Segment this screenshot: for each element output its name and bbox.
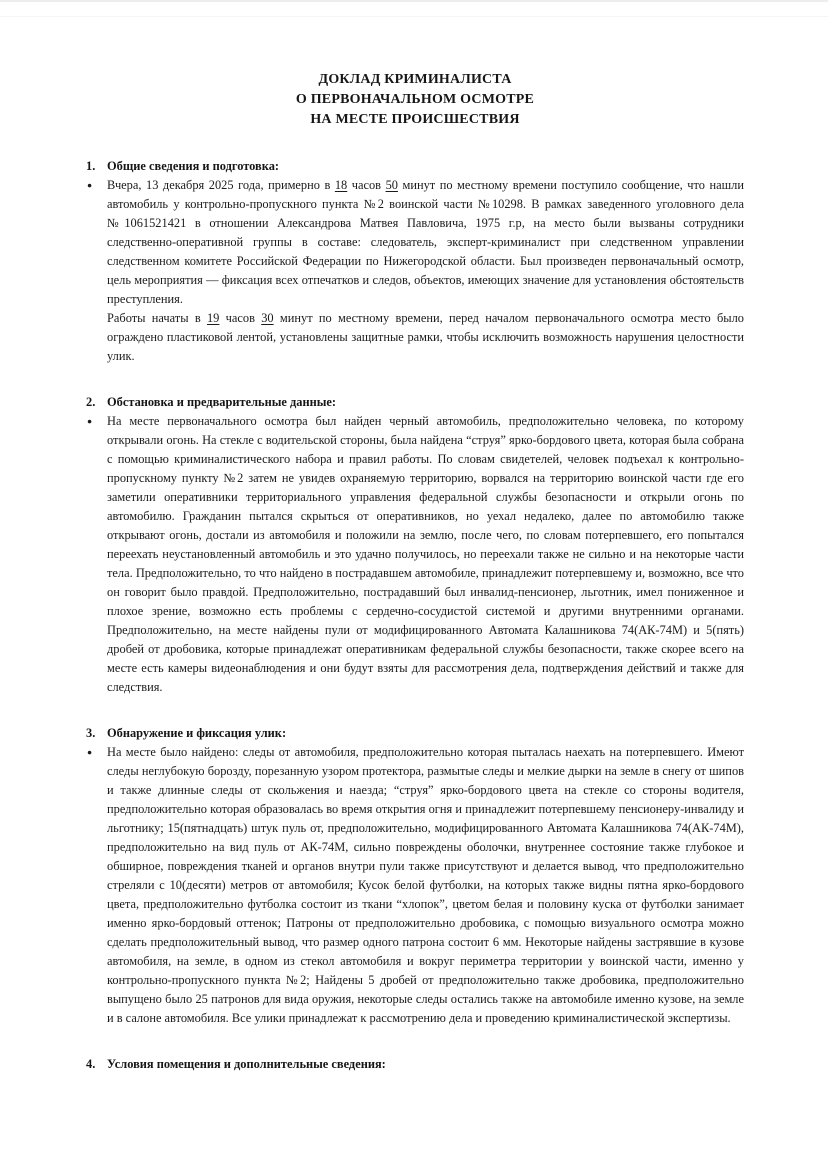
- section-body: [86, 176, 744, 366]
- section-number: 1.: [86, 159, 96, 173]
- paragraph-text: Работы начаты в 19 часов 30 минут по местному времени, перед началом первоначального осмотра место было ограждено пластиковой лентой, установлены защитные рамки, чтобы исключить возможность нарушения целостности улик.: [107, 311, 744, 363]
- section-body: [86, 412, 744, 697]
- report-title: [86, 70, 744, 130]
- section-heading: Обнаружение и фиксация улик:: [107, 726, 287, 740]
- paragraph-row: [86, 743, 744, 1028]
- report-sections: [86, 157, 744, 1074]
- section-number: 3.: [86, 726, 96, 740]
- bullet-icon: ●: [87, 747, 93, 757]
- section-heading-row: [86, 393, 744, 412]
- report-section: [86, 393, 744, 697]
- section-number: 2.: [86, 395, 96, 409]
- section-number: 4.: [86, 1057, 96, 1071]
- report-section: [86, 1055, 744, 1074]
- section-body: [86, 743, 744, 1028]
- paragraph-text: На месте первоначального осмотра был найден черный автомобиль, предположительно человека, по которому открывали огонь. На стекле с водительской стороны, была найдена “струя” ярко-бордового цвета, которая была собрана с помощью криминалистического набора и правил работы. По словам свидетелей, человек подъехал к контрольно-пропускному пункту №2 затем не увидев охраняемую территорию, ворвался на территорию воинской части где его заметили оперативники территориального управления федеральной службы безопасности и открыли огонь по автомобилю. Гражданин пытался скрыться от оперативников, но уехал недалеко, далее по автомобилю также открывают огонь, достали из автомобиля и положили на землю, после чего, по словам потерпевшего, его попытался переехать неустановленный автомобиль и это удачно получилось, но переехали также не сильно и на некоторые части тела. Предположительно, то что найдено в пострадавшем автомобиле, принадлежит потерпевшему и, возможно, все что он говорит было правдой. Предположительно, пострадавший был инвалид-пенсионер, льготник, имел пониженное и плохое зрение, возможно есть проблемы с сердечно-сосудистой системой и другими внутренними органами. Предположительно, на месте найдены пули от модифицированного Автомата Калашникова 74(АК-74М) и 5(пять) дробей от дробовика, которые принадлежат оперативникам федеральной службы безопасности, также скорее всего на месте есть камеры видеонаблюдения и они будут взяты для рассмотрения дела, подтверждения действий и также для следствия.: [107, 414, 744, 694]
- section-heading-row: [86, 724, 744, 743]
- paragraph-row: [86, 176, 744, 309]
- report-section: [86, 724, 744, 1028]
- bullet-icon: ●: [87, 180, 93, 190]
- section-heading: Условия помещения и дополнительные сведения:: [107, 1057, 386, 1071]
- paragraph-row: [86, 309, 744, 366]
- section-heading: Обстановка и предварительные данные:: [107, 395, 337, 409]
- title-line-1: ДОКЛАД КРИМИНАЛИСТА: [318, 72, 512, 87]
- paragraph-text: На месте было найдено: следы от автомобиля, предположительно которая пыталась наехать на потерпевшего. Имеют следы неглубокую борозду, порезанную узором протектора, размытые следы и мелкие дырки на земле в снегу от шипов и также длинные следы от скольжения и наезда; “струя” ярко-бордового цвета на стекле со стороны водителя, предположительно которая образовалась во время открытия огня и принадлежит потерпевшему пенсионеру-инвалиду и льготнику; 15(пятнадцать) штук пуль от, предположительно, модифицированного Автомата Калашникова 74(АК-74М), предположительно на вид пуль от АК-74М, сильно повреждены оболочки, внутреннее состояние также глубокое и обширное, повреждения тканей и органов внутри пули также присутствуют и делается вывод, что предположительно стреляли с 10(десяти) метров от автомобиля; Кусок белой футболки, на которых также видны пятна ярко-бордового цвета, предположительно футболка состоит из ткани “хлопок”, цветом белая и половину куска от футболки занимает именно ярко-бордовый оттенок; Патроны от предположительно дробовика, с помощью визуального осмотра можно сделать предположительный вывод, что размер одного патрона состоит 6 мм. Некоторые найдены застрявшие в кузове автомобиля, на земле, в одном из стекол автомобиля и вокруг периметра территории у воинской части, именно у контрольно-пропускного пункта №2; Найдены 5 дробей от предположительно также дробовика, предположительно выпущено было 25 патронов для вида оружия, некоторые следы остались также на автомобиле именно кузове, на земле и в салоне автомобиля. Все улики принадлежат к рассмотрению дела и проведению криминалистической экспертизы.: [107, 745, 744, 1025]
- paragraph-row: [86, 412, 744, 697]
- section-heading-row: [86, 1055, 744, 1074]
- paragraph-text: Вчера, 13 декабря 2025 года, примерно в 18 часов 50 минут по местному времени поступило сообщение, что нашли автомобиль у контрольно-пропускного пункта №2 воинской части №10298. В рамках заведенного уголовного дела №1061521421 в отношении Александрова Матвея Павловича, 1975 г.р, на место были вызваны сотрудники следственно-оперативной группы в составе: следователь, эксперт-криминалист при следственном управлении следственном комитете Российской Федерации по Нижегородской области. Был произведен первоначальный осмотр, цель мероприятия — фиксация всех отпечатков и следов, объектов, имеющих значение для установления обстоятельств преступления.: [107, 178, 744, 306]
- title-line-2: О ПЕРВОНАЧАЛЬНОМ ОСМОТРЕ: [295, 92, 535, 107]
- title-line-3: НА МЕСТЕ ПРОИСШЕСТВИЯ: [310, 112, 520, 127]
- report-section: [86, 157, 744, 366]
- section-heading: Общие сведения и подготовка:: [107, 159, 280, 173]
- bullet-icon: [86, 309, 107, 366]
- bullet-icon: ●: [87, 416, 93, 426]
- section-heading-row: [86, 157, 744, 176]
